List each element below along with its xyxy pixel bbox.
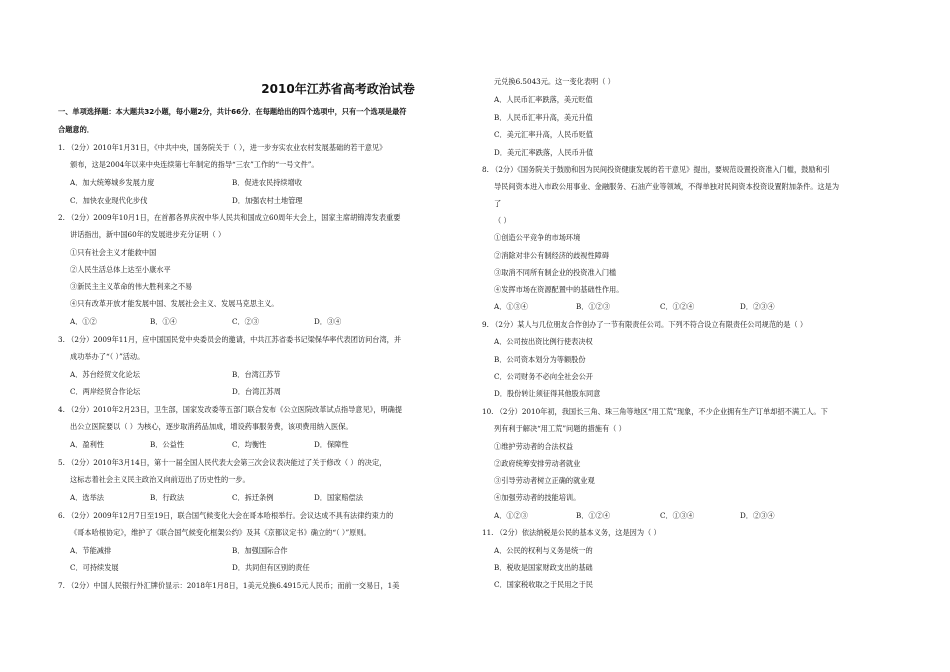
question-8-option-d[interactable]: D．②③④	[740, 302, 775, 311]
question-9-option-d[interactable]: D．股份转让须征得其他股东同意	[494, 389, 601, 398]
question-8-text-cont2: 了	[494, 199, 502, 208]
question-4-option-b[interactable]: B．公益性	[150, 440, 185, 449]
question-10-item-1: ①维护劳动者的合法权益	[494, 442, 574, 451]
question-10-option-c[interactable]: C．①③④	[660, 511, 695, 520]
question-4-option-d[interactable]: D．保障性	[314, 440, 349, 449]
page-title: 2010年江苏省高考政治试卷	[261, 82, 415, 96]
question-3-option-c[interactable]: C．两岸经贸合作论坛	[70, 387, 141, 396]
question-2-item-3: ③新民主主义革命的伟大胜利来之不易	[70, 282, 193, 291]
question-8-blank: （ ）	[494, 216, 511, 225]
question-7-option-c[interactable]: C．美元汇率升高，人民币贬值	[494, 130, 593, 139]
question-5-option-d[interactable]: D．国家赔偿法	[314, 493, 363, 502]
question-9-option-c[interactable]: C．公司财务不必向全社会公开	[494, 372, 593, 381]
question-3-option-d[interactable]: D．台湾江苏周	[232, 387, 281, 396]
question-6-text: 6. （2分）2009年12月7日至19日，联合国气候变化大会在哥本哈根举行。会议达成不具有法律约束力的	[58, 511, 394, 520]
question-1-text: 1. （2分）2010年1月31日，《中共中央，国务院关于（ ），进一步夯实农业农村发展基础的若干意见》	[58, 143, 387, 152]
question-5-option-c[interactable]: C．拆迁条例	[232, 493, 274, 502]
question-11-option-c[interactable]: C．国家税收取之于民用之于民	[494, 580, 593, 589]
question-4-text: 4. （2分）2010年2月23日，卫生部，国家发改委等五部门联合发布《公立医院改革试点指导意见》，明确提	[58, 405, 403, 414]
question-2-text: 2. （2分）2009年10月1日，在首都各界庆祝中华人民共和国成立60周年大会上，国家主席胡锦涛发表重要	[58, 213, 401, 222]
question-10-option-d[interactable]: D．②③④	[740, 511, 775, 520]
question-2-option-b[interactable]: B．①④	[150, 317, 177, 326]
question-3-text: 3. （2分）2009年11月，应中国国民党中央委员会的邀请，中共江苏省委书记梁保华率代表团访问台湾，并	[58, 335, 402, 344]
question-6-option-a[interactable]: A．节能减排	[70, 546, 112, 555]
question-5-option-b[interactable]: B．行政法	[150, 493, 185, 502]
question-10-option-a[interactable]: A．①②③	[494, 511, 528, 520]
question-7-text: 7. （2分）中国人民银行外汇牌价显示：2018年1月8日，1美元兑换6.4915元人民币；而前一交易日，1美	[58, 581, 400, 590]
question-1-option-c[interactable]: C．加快农业现代化步伐	[70, 196, 148, 205]
question-6-option-c[interactable]: C．可持续发展	[70, 563, 119, 572]
question-10-item-3: ③引导劳动者树立正确的就业观	[494, 476, 595, 485]
question-8-item-3: ③取消不同所有制企业的投资准入门槛	[494, 268, 617, 277]
question-2-option-a[interactable]: A．①②	[70, 317, 97, 326]
question-11-option-a[interactable]: A．公民的权利与义务是统一的	[494, 546, 593, 555]
question-5-text-cont: 这标志着社会主义民主政治又向前迈出了历史性的一步。	[70, 475, 250, 484]
question-11-text: 11. （2分）依法纳税是公民的基本义务，这是因为（ ）	[482, 528, 661, 537]
question-9-option-a[interactable]: A．公司按出资比例行使表决权	[494, 337, 593, 346]
question-5-option-a[interactable]: A．选举法	[70, 493, 104, 502]
question-2-option-c[interactable]: C．②③	[232, 317, 260, 326]
question-2-item-2: ②人民生活总体上达至小康水平	[70, 265, 171, 274]
question-1-option-b[interactable]: B．促进农民持续增收	[232, 178, 302, 187]
question-8-text: 8. （2分）《国务院关于鼓励和因为民间投资健康发展的若干意见》提出，要规范设置投资准入门槛，鼓励和引	[482, 165, 830, 174]
question-1-text-cont: 颁布，这是2004年以来中央连续第七年制定的指导“三农”工作的“一号文件”。	[70, 160, 319, 169]
question-10-option-b[interactable]: B．①②④	[576, 511, 611, 520]
question-7-option-d[interactable]: D．美元汇率跌落，人民币升值	[494, 148, 594, 157]
question-4-text-cont: 出公立医院要以（ ）为核心，逐步取消药品加成，增设药事服务费，该项费用纳入医保。	[70, 422, 353, 431]
question-6-option-d[interactable]: D．共同但有区别的责任	[232, 563, 310, 572]
question-11-option-b[interactable]: B．税收是国家财政支出的基础	[494, 563, 593, 572]
question-10-text-cont: 列有利于解决“用工荒”问题的措施有（ ）	[494, 424, 626, 433]
question-2-text-cont: 讲话指出，新中国60年的发展进步充分证明（ ）	[70, 230, 226, 239]
question-3-option-b[interactable]: B．台湾江苏节	[232, 370, 281, 379]
question-4-option-a[interactable]: A．盈利性	[70, 440, 104, 449]
question-8-item-2: ②消除对非公有制经济的歧视性障碍	[494, 251, 610, 260]
question-8-item-1: ①创造公平竞争的市场环境	[494, 233, 581, 242]
question-3-text-cont: 成功举办了“（ ）”活动。	[70, 352, 145, 361]
question-8-option-a[interactable]: A．①③④	[494, 302, 528, 311]
question-10-text: 10. （2分）2010年初，我国长三角、珠三角等地区“用工荒”现象，不少企业拥有生产订单却招不满工人。下	[482, 407, 828, 416]
section-heading-line2: 合题意的．	[58, 125, 94, 134]
question-8-option-c[interactable]: C．①②④	[660, 302, 695, 311]
question-10-item-2: ②政府统筹安排劳动者就业	[494, 459, 581, 468]
question-6-text-cont: 《哥本哈根协定》，维护了《联合国气候变化框架公约》及其《京都议定书》确立的“（ ）”原则。	[70, 528, 371, 537]
question-1-option-a[interactable]: A．加大统筹城乡发展力度	[70, 178, 155, 187]
question-7-option-b[interactable]: B．人民币汇率升高，美元升值	[494, 113, 593, 122]
question-4-option-c[interactable]: C．均衡性	[232, 440, 267, 449]
question-1-option-d[interactable]: D．加强农村土地管理	[232, 196, 303, 205]
question-7-option-a[interactable]: A．人民币汇率跌落，美元贬值	[494, 95, 593, 104]
question-2-option-d[interactable]: D．③④	[314, 317, 342, 326]
question-8-text-cont: 导民间资本进入市政公用事业、金融服务、石油产业等领域，不得单独对民间资本投资设置附加条件。这是为	[494, 182, 840, 191]
question-6-option-b[interactable]: B．加强国际合作	[232, 546, 288, 555]
question-10-item-4: ④加强劳动者的技能培训。	[494, 493, 581, 502]
question-9-option-b[interactable]: B．公司资本划分为等额股份	[494, 355, 586, 364]
section-heading	[58, 103, 472, 139]
question-2-item-4: ④只有改革开放才能发展中国、发展社会主义、发展马克思主义。	[70, 299, 279, 308]
question-3-option-a[interactable]: A．苏台经贸文化论坛	[70, 370, 140, 379]
question-9-text: 9. （2分）某人与几位朋友合作创办了一节有限责任公司。下列不符合设立有限责任公司规范的是（ ）	[482, 320, 808, 329]
question-7-text-cont: 元兑换6.5043元。这一变化表明（ ）	[494, 77, 615, 86]
question-2-item-1: ①只有社会主义才能救中国	[70, 248, 157, 257]
question-8-option-b[interactable]: B．①②③	[576, 302, 611, 311]
question-5-text: 5. （2分）2010年3月14日，第十一届全国人民代表大会第三次会议表决能过了关于修改（ ）的决定，	[58, 458, 387, 467]
section-heading-line1: 一、单项选择题：本大题共32小题，每小题2分，共计66分．在每题给出的四个选项中，只有一个选项是最符	[58, 107, 407, 116]
question-8-item-4: ④发挥市场在资源配置中的基础性作用。	[494, 285, 624, 294]
